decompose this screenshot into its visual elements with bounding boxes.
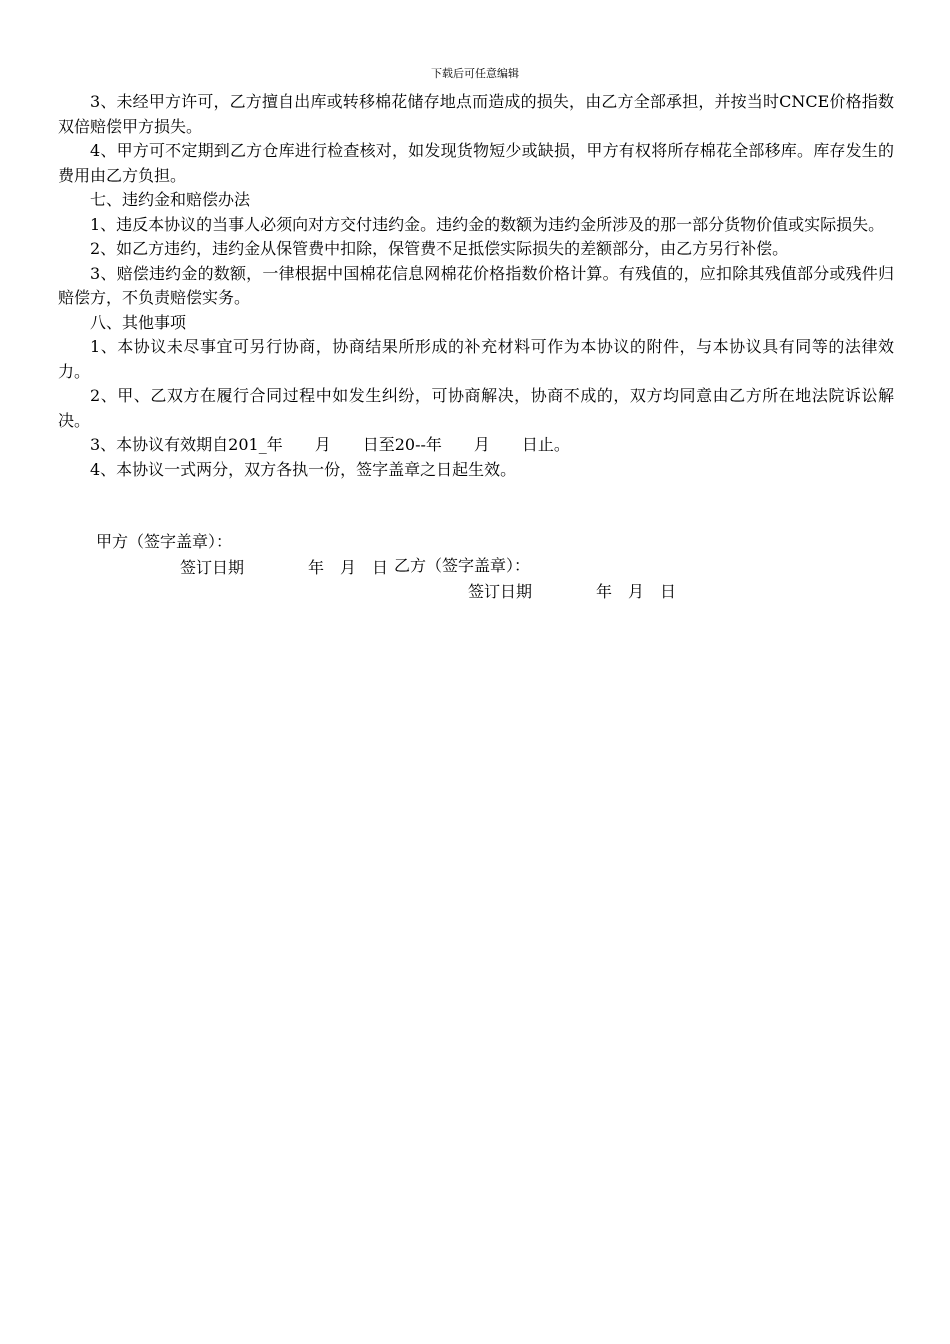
section-heading: 七、违约金和赔偿办法 bbox=[90, 190, 251, 209]
clause-paragraph: 2、甲、乙双方在履行合同过程中如发生纠纷，可协商解决，协商不成的，双方均同意由乙方所在地法院诉讼解决。 bbox=[58, 386, 894, 430]
validity-clause: 3、本协议有效期自201_年 月 日至20--年 月 日止。 bbox=[90, 435, 570, 454]
clause-paragraph: 2、如乙方违约，违约金从保管费中扣除，保管费不足抵偿实际损失的差额部分，由乙方另行补偿。 bbox=[90, 239, 789, 258]
party-a-signature-label: 甲方（签字盖章）： bbox=[96, 531, 233, 551]
clause-paragraph: 1、违反本协议的当事人必须向对方交付违约金。违约金的数额为违约金所涉及的那一部分货物价值或实际损失。 bbox=[90, 214, 885, 234]
signature-block bbox=[58, 505, 894, 601]
document-body bbox=[58, 90, 894, 601]
header-note: 下载后可任意编辑 bbox=[431, 67, 519, 80]
party-a-sign-date: 签订日期 年 月 日 bbox=[180, 557, 389, 577]
clause-paragraph: 4、甲方可不定期到乙方仓库进行检查核对，如发现货物短少或缺损，甲方有权将所存棉花全部移库。库存发生的费用由乙方负担。 bbox=[58, 141, 894, 185]
clause-paragraph: 3、未经甲方许可，乙方擅自出库或转移棉花储存地点而造成的损失，由乙方全部承担，并按当时CNCE价格指数双倍赔偿甲方损失。 bbox=[58, 92, 894, 136]
section-heading: 八、其他事项 bbox=[90, 312, 187, 332]
clause-paragraph: 3、赔偿违约金的数额，一律根据中国棉花信息网棉花价格指数价格计算。有残值的，应扣除其残值部分或残件归赔偿方，不负责赔偿实务。 bbox=[58, 263, 894, 307]
clause-paragraph: 1、本协议未尽事宜可另行协商，协商结果所形成的补充材料可作为本协议的附件，与本协议具有同等的法律效力。 bbox=[58, 337, 894, 381]
party-b-signature-label: 乙方（签字盖章）： bbox=[394, 556, 531, 575]
copies-clause: 4、本协议一式两分，双方各执一份，签字盖章之日起生效。 bbox=[90, 459, 517, 479]
party-b-sign-date: 签订日期 年 月 日 bbox=[468, 582, 677, 601]
